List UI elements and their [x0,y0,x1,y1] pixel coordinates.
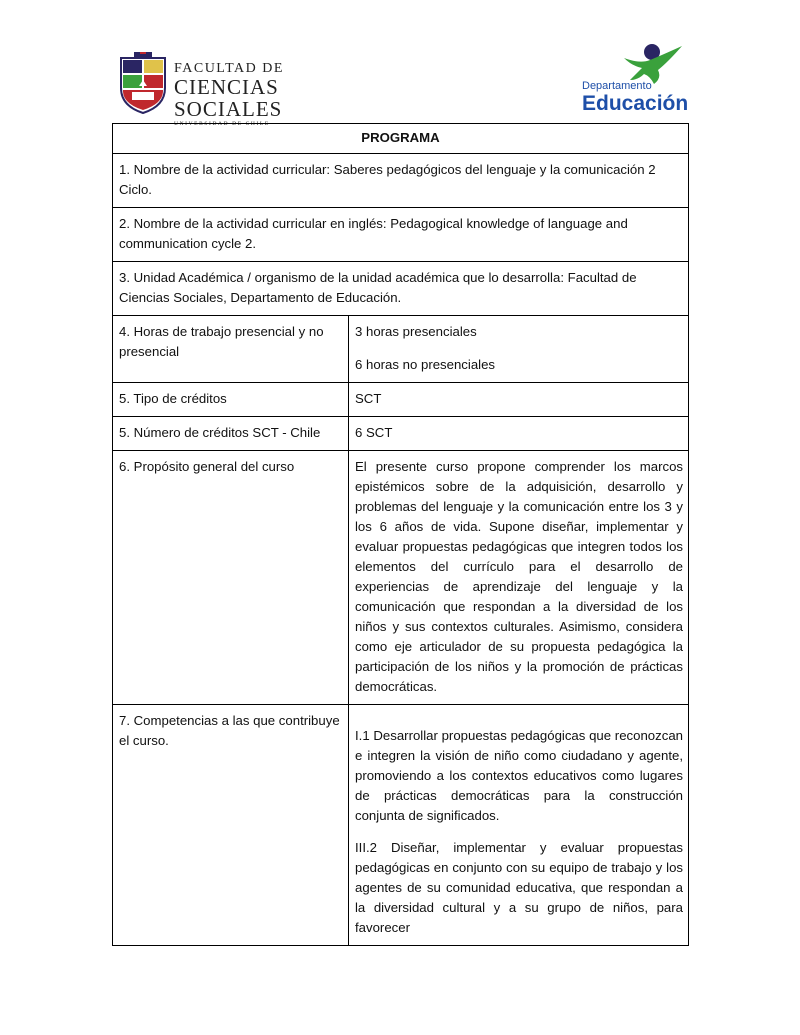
academic-unit-cell: 3. Unidad Académica / organismo de la unidad académica que lo desarrolla: Facultad de Ciencias Sociales, Departamento de Educación. [113,262,689,316]
course-name-row [113,154,689,208]
faculty-name [174,62,284,128]
faculty-name-line1: FACULTAD DE [174,61,284,76]
credit-number-row [113,417,689,451]
purpose-row [113,451,689,705]
purpose-value: El presente curso propone comprender los marcos epistémicos sobre de la adquisición, desarrollo y problemas del lenguaje y la comunicación entre los 3 y los 6 años de vida. Supone diseñar, implementar y evaluar propuestas pedagógicas que integren todos los elementos del currículo para el desarrollo de experiencias de aprendizaje del lenguaje y la comunicación que respondan a la diversidad de los niños y sus contextos culturales. Asimismo, considera como eje articulador de su propuesta pedagógica la participación de los niños y la promoción de prácticas democráticas. [349,451,689,705]
faculty-logo [118,48,288,127]
credit-number-value: 6 SCT [349,417,689,451]
academic-unit-row [113,262,689,316]
credit-type-row [113,383,689,417]
hours-row [113,316,689,383]
hours-value-cell [349,316,689,383]
credit-type-label: 5. Tipo de créditos [113,383,349,417]
table-title: PROGRAMA [113,124,689,154]
faculty-name-line4: UNIVERSIDAD DE CHILE [174,121,270,127]
purpose-label: 6. Propósito general del curso [113,451,349,705]
course-name-cell: 1. Nombre de la actividad curricular: Saberes pedagógicos del lenguaje y la comunicación 2 Ciclo. [113,154,689,208]
credit-type-value: SCT [349,383,689,417]
competencies-label: 7. Competencias a las que contribuye el curso. [113,705,349,946]
person-figure-icon [582,40,692,84]
hours-label: 4. Horas de trabajo presencial y no presencial [113,316,349,383]
competencies-row [113,705,689,946]
faculty-name-line2: CIENCIAS [174,75,279,99]
course-name-english-cell: 2. Nombre de la actividad curricular en inglés: Pedagogical knowledge of language and communication cycle 2. [113,208,689,262]
hours-no-presencial: 6 horas no presenciales [355,357,496,372]
competency-item: III.2 Diseñar, implementar y evaluar propuestas pedagógicas en conjunto con su equipo de trabajo y los agentes de su comunidad educativa, que respondan a la diversidad cultural y a su grupo de niños, para favorecer [355,840,683,935]
education-label: Educación [582,92,689,115]
competencies-value-cell [349,705,689,946]
department-label: Departamento [582,80,652,92]
faculty-name-line3: SOCIALES [174,97,283,121]
credit-number-label: 5. Número de créditos SCT - Chile [113,417,349,451]
department-logo [582,40,692,120]
program-table [112,123,689,946]
table-title-row [113,124,689,154]
course-name-english-row [113,208,689,262]
competency-item: I.1 Desarrollar propuestas pedagógicas que reconozcan e integren la visión de niño como ciudadano y agente, promoviendo a los contextos educativos como lugares de prácticas democráticas para la construcción conjunta de significados. [355,728,683,823]
hours-presencial: 3 horas presenciales [355,324,477,339]
university-shield-icon [118,52,168,114]
